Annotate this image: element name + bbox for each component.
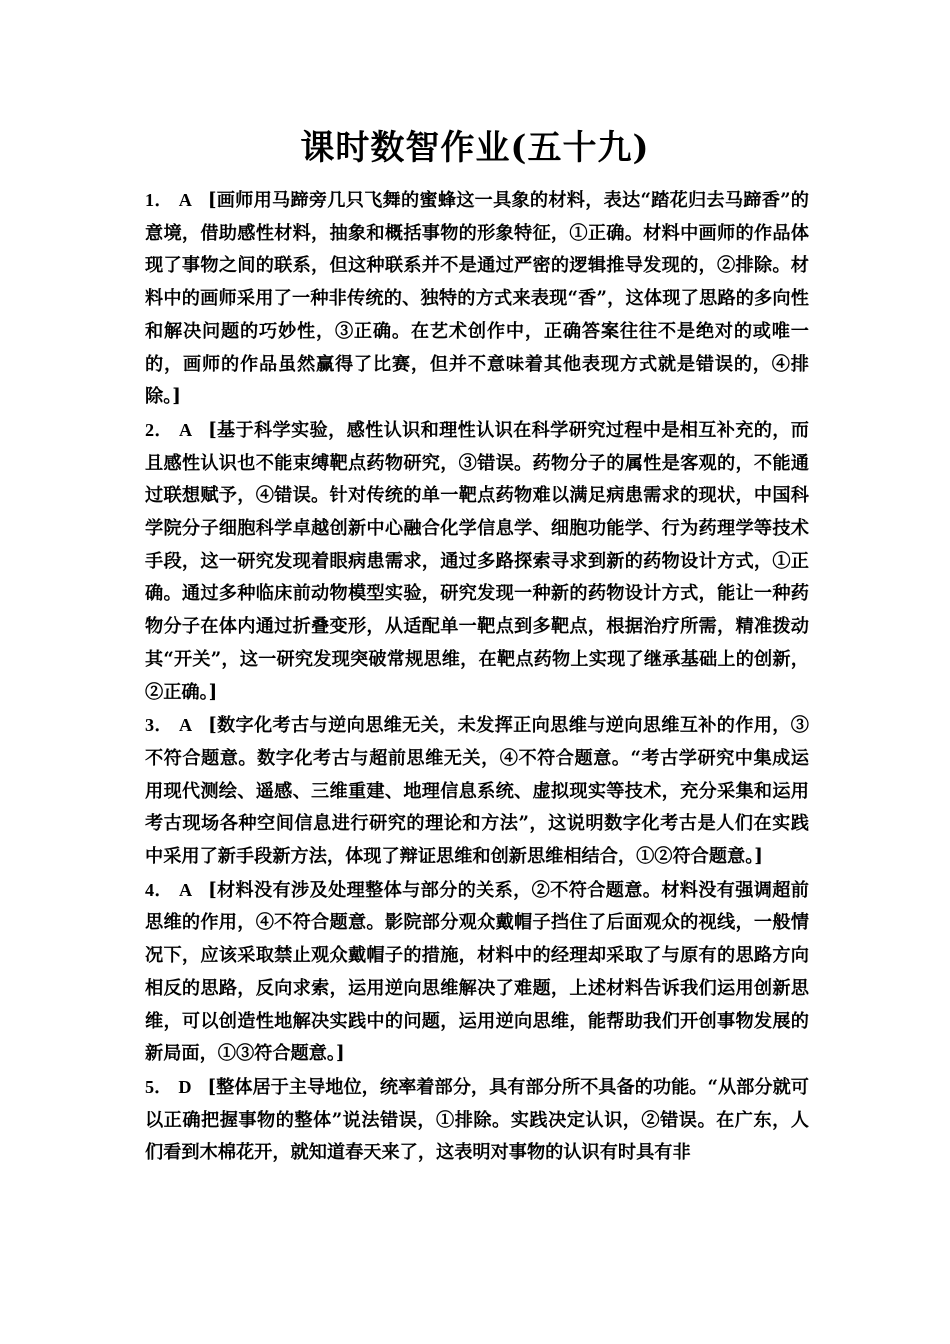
answer-explanation: [画师用马蹄旁几只飞舞的蜜蜂这一具象的材料，表达“踏花归去马蹄香”的意境，借助感性材料，抽象和概括事物的形象特征，①正确。材料中画师的作品体现了事物之间的联系，但这种联系并不是通过严密的逻辑推导发现的，②排除。材料中的画师采用了一种非传统的、独特的方式来表现“香”，这体现了思路的多向性和解决问题的巧妙性，③正确。在艺术创作中，正确答案往往不是绝对的或唯一的，画师的作品虽然赢得了比赛，但并不意味着其他表现方式就是错误的，④排除。] [145, 190, 809, 408]
answer-explanation: [整体居于主导地位，统率着部分，具有部分所不具备的功能。“从部分就可以正确把握事物的整体”说法错误，①排除。实践决定认识，②错误。在广东，人们看到木棉花开，就知道春天来了，这表明对事物的认识有时具有非 [145, 1076, 809, 1164]
answer-item-5 [145, 1071, 809, 1170]
answer-item-4 [145, 874, 809, 1071]
page-title: 课时数智作业(五十九) [300, 128, 650, 168]
answer-key: A [178, 715, 193, 736]
answer-explanation: [数字化考古与逆向思维无关，未发挥正向思维与逆向思维互补的作用，③不符合题意。数字化考古与超前思维无关，④不符合题意。“考古学研究中集成运用现代测绘、遥感、三维重建、地理信息系统、虚拟现实等技术，充分采集和运用考古现场各种空间信息进行研究的理论和方法”，这说明数字化考古是人们在实践中采用了新手段新方法，体现了辩证思维和创新思维相结合，①②符合题意。] [145, 715, 809, 868]
question-number: 3． [145, 715, 173, 736]
question-number: 1． [145, 190, 173, 210]
answer-item-2 [145, 414, 809, 709]
answer-key: D [178, 1076, 192, 1097]
answer-list [145, 184, 809, 1170]
question-number: 4． [145, 879, 173, 900]
question-number: 2． [145, 419, 173, 440]
answer-key: A [178, 879, 193, 900]
answer-key: A [178, 419, 193, 440]
answer-key: A [178, 190, 192, 210]
question-number: 5． [145, 1076, 173, 1097]
answer-explanation: [材料没有涉及处理整体与部分的关系，②不符合题意。材料没有强调超前思维的作用，④不符合题意。影院部分观众戴帽子挡住了后面观众的视线，一般情况下，应该采取禁止观众戴帽子的措施，材料中的经理却采取了与原有的思路方向相反的思路，反向求索，运用逆向思维解决了难题，上述材料告诉我们运用创新思维，可以创造性地解决实践中的问题，运用逆向思维，能帮助我们开创事物发展的新局面，①③符合题意。] [145, 879, 809, 1065]
answer-item-1 [145, 184, 809, 414]
answer-explanation: [基于科学实验，感性认识和理性认识在科学研究过程中是相互补充的，而且感性认识也不能束缚靶点药物研究，③错误。药物分子的属性是客观的，不能通过联想赋予，④错误。针对传统的单一靶点药物难以满足病患需求的现状，中国科学院分子细胞科学卓越创新中心融合化学信息学、细胞功能学、行为药理学等技术手段，这一研究发现着眼病患需求，通过多路探索寻求到新的药物设计方式，①正确。通过多种临床前动物模型实验，研究发现一种新的药物设计方式，能让一种药物分子在体内通过折叠变形，从适配单一靶点到多靶点，根据治疗所需，精准拨动其“开关”，这一研究发现突破常规思维，在靶点药物上实现了继承基础上的创新，②正确。] [145, 419, 809, 703]
answer-item-3 [145, 709, 809, 874]
